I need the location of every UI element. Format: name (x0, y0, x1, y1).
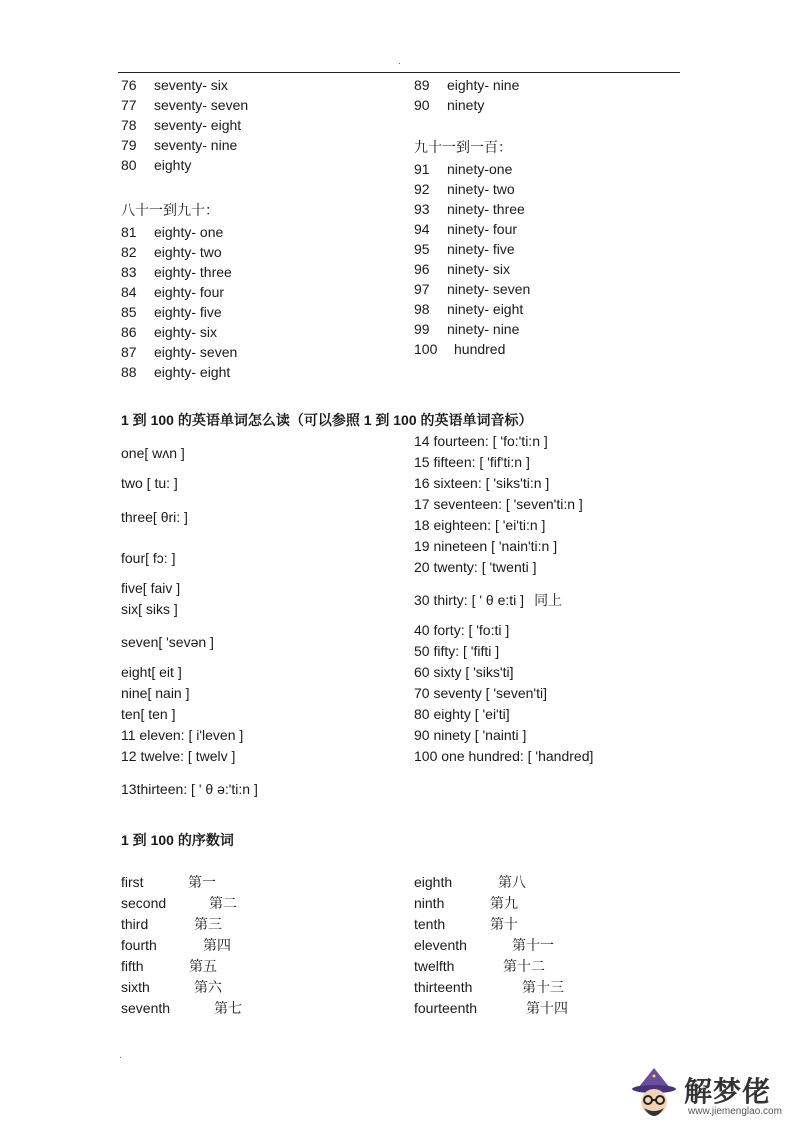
list-item: 82 eighty- two (121, 244, 222, 260)
header-rule (118, 72, 680, 73)
list-item: 90 ninety (414, 97, 485, 113)
list-item: 96 ninety- six (414, 261, 511, 277)
phonetic-item: nine[ nain ] (121, 685, 190, 701)
phonetic-item: 100 one hundred: [ 'handred] (414, 748, 594, 764)
list-item: 99 ninety- nine (414, 321, 520, 337)
phonetic-item: four[ fɔ: ] (121, 550, 176, 566)
ordinals-right (414, 872, 568, 1019)
ordinal-item: sixth 第六 (121, 979, 222, 996)
seventies-list (121, 75, 248, 175)
list-item: 92 ninety- two (414, 181, 515, 197)
list-item: 85 eighty- five (121, 304, 222, 320)
phonetic-item: five[ faiv ] (121, 580, 181, 596)
footer-dot: . (119, 1050, 122, 1061)
list-item: 76 seventy- six (121, 77, 228, 93)
ordinal-item: fifth 第五 (121, 958, 217, 975)
watermark (628, 1066, 788, 1126)
header-dot: . (398, 56, 401, 67)
phonetic-item: 70 seventy [ 'seven'ti] (414, 685, 547, 701)
ordinal-item: fourth 第四 (121, 937, 231, 954)
ordinal-item: fourteenth 第十四 (414, 1000, 568, 1017)
phonetic-item: 19 nineteen [ 'nain'ti:n ] (414, 538, 558, 554)
list-item: 83 eighty- three (121, 264, 232, 280)
phonetic-item: eight[ eit ] (121, 664, 182, 680)
phonetic-item: six[ siks ] (121, 601, 178, 617)
phonetic-item: 18 eighteen: [ 'ei'ti:n ] (414, 517, 546, 533)
right-top-list (414, 75, 519, 115)
phonetic-item: 50 fifty: [ 'fifti ] (414, 643, 500, 659)
list-item: 94 ninety- four (414, 221, 518, 237)
ordinals-left (121, 872, 242, 1019)
list-item: 89 eighty- nine (414, 77, 520, 93)
nineties-list (414, 159, 530, 359)
phonetic-item: seven[ 'sevən ] (121, 634, 214, 650)
phonetic-item: three[ θri: ] (121, 509, 188, 525)
watermark-url: www.jiemenglao.com (688, 1106, 782, 1117)
wizard-mascot-icon (628, 1066, 680, 1126)
ordinal-item: eleventh 第十一 (414, 937, 554, 954)
phonetic-item: 12 twelve: [ twelv ] (121, 748, 236, 764)
ordinal-item: twelfth 第十二 (414, 958, 545, 975)
list-item: 81 eighty- one (121, 224, 224, 240)
list-item: 91 ninety-one (414, 161, 513, 177)
list-item: 84 eighty- four (121, 284, 225, 300)
list-item: 100 hundred (414, 341, 506, 357)
phonetic-item: 16 sixteen: [ 'siks'ti:n ] (414, 475, 550, 491)
phonetics-heading: 1 到 100 的英语单词怎么读（可以参照 1 到 100 的英语单词音标） (121, 412, 533, 428)
phonetic-item: 17 seventeen: [ 'seven'ti:n ] (414, 496, 583, 512)
ordinal-item: thirteenth 第十三 (414, 979, 564, 996)
phonetic-item: ten[ ten ] (121, 706, 176, 722)
watermark-name: 解梦佬 (684, 1075, 772, 1108)
phonetic-item: 90 ninety [ 'nainti ] (414, 727, 527, 743)
phonetic-item: 13thirteen: [ ' θ ə:'ti:n ] (121, 781, 258, 797)
list-item: 97 ninety- seven (414, 281, 531, 297)
eighties-title: 八十一到九十： (121, 203, 219, 219)
eighties-list (121, 222, 237, 382)
same-as-above-note: 同上 (534, 593, 563, 609)
ordinals-heading: 1 到 100 的序数词 (121, 832, 234, 848)
list-item: 77 seventy- seven (121, 97, 249, 113)
phonetic-item: 20 twenty: [ 'twenti ] (414, 559, 537, 575)
list-item: 88 eighty- eight (121, 364, 231, 380)
ordinal-item: eighth 第八 (414, 874, 526, 891)
list-item: 79 seventy- nine (121, 137, 238, 153)
ordinal-item: third 第三 (121, 916, 222, 933)
phonetic-item: two [ tu: ] (121, 475, 178, 491)
phonetic-item: 40 forty: [ 'fo:ti ] (414, 622, 510, 638)
ordinal-item: first 第一 (121, 874, 216, 891)
phonetic-item: 15 fifteen: [ 'fif'ti:n ] (414, 454, 530, 470)
list-item: 95 ninety- five (414, 241, 515, 257)
phonetic-item: 60 sixty [ 'siks'ti] (414, 664, 514, 680)
phonetic-item-thirty: 30 thirty: [ ' θ e:ti ] 同上 (414, 592, 563, 609)
list-item: 78 seventy- eight (121, 117, 242, 133)
ordinal-item: seventh 第七 (121, 1000, 242, 1017)
list-item: 87 eighty- seven (121, 344, 238, 360)
phonetic-item: 80 eighty [ 'ei'ti] (414, 706, 510, 722)
ordinal-item: second 第二 (121, 895, 237, 912)
ordinal-item: tenth 第十 (414, 916, 518, 933)
list-item: 80 eighty (121, 157, 192, 173)
ordinal-item: ninth 第九 (414, 895, 518, 912)
nineties-title: 九十一到一百： (414, 140, 512, 156)
list-item: 98 ninety- eight (414, 301, 524, 317)
phonetic-item: one[ wʌn ] (121, 445, 185, 461)
list-item: 86 eighty- six (121, 324, 218, 340)
list-item: 93 ninety- three (414, 201, 525, 217)
phonetic-item: 11 eleven: [ i'leven ] (121, 727, 244, 743)
phonetic-item: 14 fourteen: [ 'fo:'ti:n ] (414, 433, 548, 449)
